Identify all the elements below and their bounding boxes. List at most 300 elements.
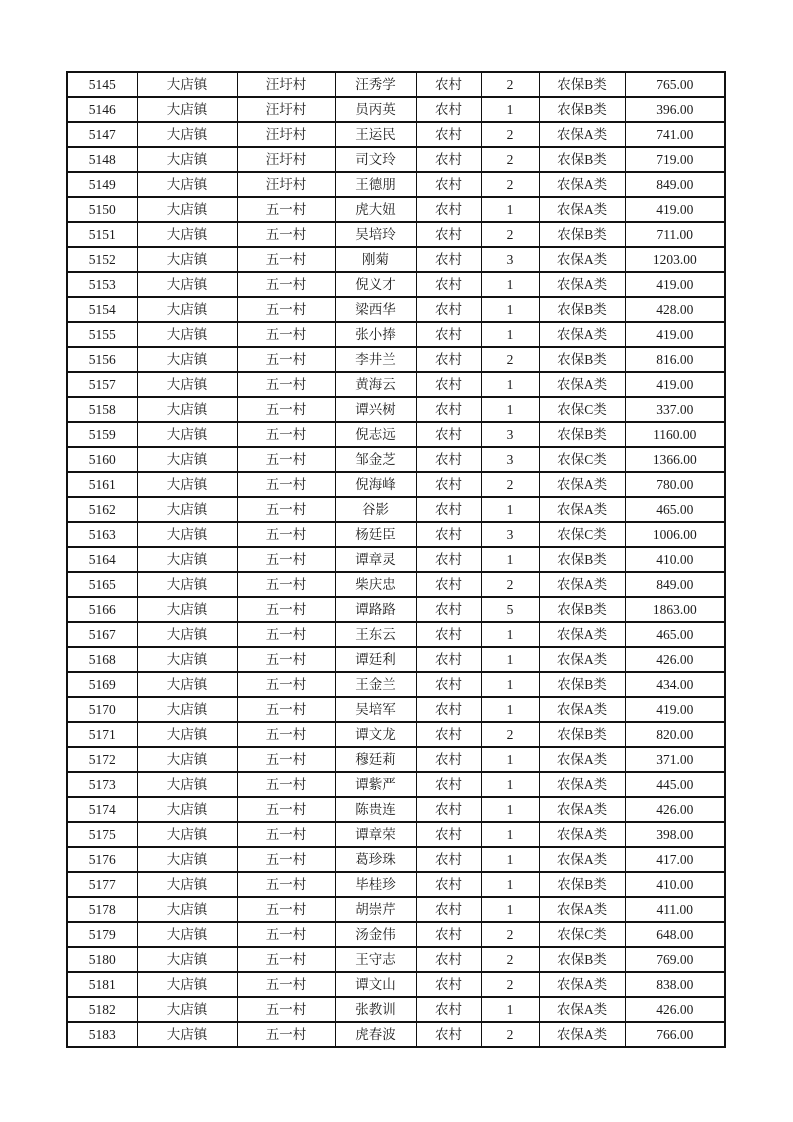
cell-headcount: 2 (481, 347, 539, 372)
cell-insurance-type: 农保A类 (539, 372, 625, 397)
cell-insurance-type: 农保B类 (539, 947, 625, 972)
cell-row-id: 5160 (67, 447, 137, 472)
cell-row-id: 5174 (67, 797, 137, 822)
cell-headcount: 1 (481, 847, 539, 872)
cell-person-name: 谭紫严 (335, 772, 416, 797)
cell-insurance-type: 农保A类 (539, 172, 625, 197)
cell-headcount: 2 (481, 1022, 539, 1047)
cell-village: 五一村 (237, 322, 335, 347)
cell-insurance-type: 农保B类 (539, 347, 625, 372)
cell-row-id: 5181 (67, 972, 137, 997)
cell-person-name: 张小捧 (335, 322, 416, 347)
cell-person-name: 谭兴树 (335, 397, 416, 422)
cell-category: 农村 (416, 947, 481, 972)
cell-insurance-type: 农保A类 (539, 497, 625, 522)
cell-village: 五一村 (237, 247, 335, 272)
cell-person-name: 王守志 (335, 947, 416, 972)
table-row (67, 822, 725, 847)
cell-person-name: 谭廷利 (335, 647, 416, 672)
cell-village: 五一村 (237, 822, 335, 847)
cell-person-name: 司文玲 (335, 147, 416, 172)
cell-row-id: 5146 (67, 97, 137, 122)
cell-category: 农村 (416, 847, 481, 872)
cell-insurance-type: 农保B类 (539, 597, 625, 622)
cell-category: 农村 (416, 372, 481, 397)
cell-insurance-type: 农保A类 (539, 322, 625, 347)
cell-village: 五一村 (237, 972, 335, 997)
cell-amount: 849.00 (625, 172, 725, 197)
cell-village: 五一村 (237, 797, 335, 822)
cell-category: 农村 (416, 922, 481, 947)
cell-amount: 849.00 (625, 572, 725, 597)
table-row (67, 997, 725, 1022)
cell-row-id: 5167 (67, 622, 137, 647)
cell-town: 大店镇 (137, 447, 237, 472)
cell-category: 农村 (416, 197, 481, 222)
cell-amount: 1366.00 (625, 447, 725, 472)
cell-person-name: 陈贵连 (335, 797, 416, 822)
cell-row-id: 5161 (67, 472, 137, 497)
table-row (67, 747, 725, 772)
table-row (67, 272, 725, 297)
cell-insurance-type: 农保B类 (539, 147, 625, 172)
cell-town: 大店镇 (137, 472, 237, 497)
cell-row-id: 5162 (67, 497, 137, 522)
cell-person-name: 倪海峰 (335, 472, 416, 497)
cell-town: 大店镇 (137, 147, 237, 172)
cell-insurance-type: 农保A类 (539, 897, 625, 922)
cell-person-name: 虎大妞 (335, 197, 416, 222)
cell-category: 农村 (416, 72, 481, 97)
cell-village: 五一村 (237, 447, 335, 472)
cell-amount: 419.00 (625, 372, 725, 397)
cell-person-name: 张教训 (335, 997, 416, 1022)
cell-amount: 820.00 (625, 722, 725, 747)
cell-insurance-type: 农保A类 (539, 272, 625, 297)
table-row (67, 1022, 725, 1047)
cell-insurance-type: 农保A类 (539, 847, 625, 872)
table-row (67, 72, 725, 97)
cell-row-id: 5166 (67, 597, 137, 622)
cell-village: 汪圩村 (237, 147, 335, 172)
cell-village: 汪圩村 (237, 122, 335, 147)
cell-amount: 428.00 (625, 297, 725, 322)
cell-row-id: 5165 (67, 572, 137, 597)
cell-village: 五一村 (237, 197, 335, 222)
cell-insurance-type: 农保A类 (539, 197, 625, 222)
table-row (67, 522, 725, 547)
cell-village: 汪圩村 (237, 172, 335, 197)
cell-category: 农村 (416, 997, 481, 1022)
cell-amount: 1203.00 (625, 247, 725, 272)
cell-category: 农村 (416, 272, 481, 297)
cell-headcount: 2 (481, 472, 539, 497)
cell-insurance-type: 农保B类 (539, 97, 625, 122)
cell-village: 五一村 (237, 222, 335, 247)
cell-person-name: 虎春波 (335, 1022, 416, 1047)
cell-headcount: 1 (481, 797, 539, 822)
cell-town: 大店镇 (137, 422, 237, 447)
cell-category: 农村 (416, 647, 481, 672)
cell-town: 大店镇 (137, 297, 237, 322)
cell-village: 汪圩村 (237, 97, 335, 122)
cell-headcount: 1 (481, 672, 539, 697)
cell-row-id: 5163 (67, 522, 137, 547)
cell-category: 农村 (416, 897, 481, 922)
cell-village: 五一村 (237, 622, 335, 647)
table-row (67, 247, 725, 272)
cell-headcount: 1 (481, 772, 539, 797)
cell-village: 五一村 (237, 947, 335, 972)
cell-insurance-type: 农保B类 (539, 547, 625, 572)
cell-person-name: 谭文龙 (335, 722, 416, 747)
cell-headcount: 2 (481, 572, 539, 597)
cell-amount: 426.00 (625, 797, 725, 822)
cell-headcount: 3 (481, 247, 539, 272)
cell-row-id: 5148 (67, 147, 137, 172)
cell-row-id: 5150 (67, 197, 137, 222)
table-row (67, 397, 725, 422)
cell-category: 农村 (416, 822, 481, 847)
cell-insurance-type: 农保B类 (539, 72, 625, 97)
cell-village: 五一村 (237, 847, 335, 872)
cell-row-id: 5170 (67, 697, 137, 722)
cell-person-name: 杨廷臣 (335, 522, 416, 547)
cell-row-id: 5159 (67, 422, 137, 447)
cell-headcount: 2 (481, 147, 539, 172)
cell-headcount: 2 (481, 72, 539, 97)
cell-row-id: 5172 (67, 747, 137, 772)
cell-insurance-type: 农保A类 (539, 1022, 625, 1047)
cell-row-id: 5156 (67, 347, 137, 372)
cell-category: 农村 (416, 147, 481, 172)
cell-category: 农村 (416, 747, 481, 772)
cell-village: 五一村 (237, 747, 335, 772)
cell-town: 大店镇 (137, 797, 237, 822)
cell-row-id: 5173 (67, 772, 137, 797)
cell-headcount: 1 (481, 822, 539, 847)
cell-insurance-type: 农保A类 (539, 772, 625, 797)
table-row (67, 322, 725, 347)
cell-person-name: 黄海云 (335, 372, 416, 397)
table-row (67, 797, 725, 822)
cell-amount: 396.00 (625, 97, 725, 122)
cell-headcount: 1 (481, 97, 539, 122)
cell-category: 农村 (416, 497, 481, 522)
cell-amount: 465.00 (625, 622, 725, 647)
cell-town: 大店镇 (137, 397, 237, 422)
table-row (67, 697, 725, 722)
table-row (67, 297, 725, 322)
cell-town: 大店镇 (137, 347, 237, 372)
cell-town: 大店镇 (137, 872, 237, 897)
cell-village: 五一村 (237, 397, 335, 422)
cell-person-name: 谭文山 (335, 972, 416, 997)
cell-row-id: 5151 (67, 222, 137, 247)
cell-row-id: 5158 (67, 397, 137, 422)
cell-row-id: 5168 (67, 647, 137, 672)
cell-insurance-type: 农保A类 (539, 122, 625, 147)
cell-category: 农村 (416, 422, 481, 447)
cell-town: 大店镇 (137, 747, 237, 772)
cell-category: 农村 (416, 322, 481, 347)
cell-insurance-type: 农保C类 (539, 522, 625, 547)
cell-amount: 426.00 (625, 647, 725, 672)
table-row (67, 147, 725, 172)
cell-headcount: 1 (481, 497, 539, 522)
cell-insurance-type: 农保B类 (539, 672, 625, 697)
cell-person-name: 汤金伟 (335, 922, 416, 947)
cell-insurance-type: 农保C类 (539, 922, 625, 947)
cell-category: 农村 (416, 722, 481, 747)
cell-amount: 838.00 (625, 972, 725, 997)
table-row (67, 547, 725, 572)
cell-amount: 434.00 (625, 672, 725, 697)
table-row (67, 197, 725, 222)
table-row (67, 372, 725, 397)
cell-village: 五一村 (237, 522, 335, 547)
table-row (67, 422, 725, 447)
cell-row-id: 5164 (67, 547, 137, 572)
cell-town: 大店镇 (137, 947, 237, 972)
cell-amount: 371.00 (625, 747, 725, 772)
cell-person-name: 吴培军 (335, 697, 416, 722)
cell-headcount: 3 (481, 522, 539, 547)
table-row (67, 497, 725, 522)
cell-village: 五一村 (237, 922, 335, 947)
cell-town: 大店镇 (137, 722, 237, 747)
cell-headcount: 1 (481, 647, 539, 672)
cell-amount: 419.00 (625, 272, 725, 297)
cell-headcount: 1 (481, 297, 539, 322)
cell-insurance-type: 农保A类 (539, 697, 625, 722)
cell-town: 大店镇 (137, 72, 237, 97)
cell-amount: 711.00 (625, 222, 725, 247)
table-row (67, 722, 725, 747)
cell-person-name: 柴庆忠 (335, 572, 416, 597)
cell-person-name: 胡崇芹 (335, 897, 416, 922)
cell-town: 大店镇 (137, 772, 237, 797)
cell-town: 大店镇 (137, 322, 237, 347)
cell-insurance-type: 农保A类 (539, 747, 625, 772)
cell-headcount: 1 (481, 622, 539, 647)
cell-category: 农村 (416, 172, 481, 197)
cell-amount: 419.00 (625, 697, 725, 722)
table-row (67, 872, 725, 897)
cell-category: 农村 (416, 697, 481, 722)
cell-town: 大店镇 (137, 172, 237, 197)
cell-insurance-type: 农保A类 (539, 247, 625, 272)
cell-row-id: 5179 (67, 922, 137, 947)
cell-town: 大店镇 (137, 822, 237, 847)
cell-village: 五一村 (237, 1022, 335, 1047)
cell-person-name: 谭章荣 (335, 822, 416, 847)
table-row (67, 647, 725, 672)
cell-town: 大店镇 (137, 497, 237, 522)
cell-row-id: 5180 (67, 947, 137, 972)
cell-category: 农村 (416, 672, 481, 697)
cell-category: 农村 (416, 297, 481, 322)
cell-row-id: 5182 (67, 997, 137, 1022)
cell-amount: 410.00 (625, 547, 725, 572)
cell-town: 大店镇 (137, 222, 237, 247)
cell-village: 五一村 (237, 297, 335, 322)
cell-row-id: 5155 (67, 322, 137, 347)
cell-insurance-type: 农保C类 (539, 397, 625, 422)
cell-town: 大店镇 (137, 97, 237, 122)
cell-insurance-type: 农保B类 (539, 872, 625, 897)
cell-category: 农村 (416, 522, 481, 547)
cell-row-id: 5153 (67, 272, 137, 297)
cell-insurance-type: 农保B类 (539, 722, 625, 747)
cell-row-id: 5183 (67, 1022, 137, 1047)
table-row (67, 847, 725, 872)
table-row (67, 672, 725, 697)
cell-person-name: 毕桂珍 (335, 872, 416, 897)
cell-village: 五一村 (237, 497, 335, 522)
table-row (67, 597, 725, 622)
cell-amount: 648.00 (625, 922, 725, 947)
cell-category: 农村 (416, 397, 481, 422)
cell-headcount: 2 (481, 722, 539, 747)
cell-person-name: 李井兰 (335, 347, 416, 372)
cell-amount: 1160.00 (625, 422, 725, 447)
cell-headcount: 1 (481, 272, 539, 297)
cell-row-id: 5178 (67, 897, 137, 922)
cell-person-name: 谭章灵 (335, 547, 416, 572)
cell-row-id: 5157 (67, 372, 137, 397)
cell-village: 汪圩村 (237, 72, 335, 97)
cell-amount: 337.00 (625, 397, 725, 422)
cell-village: 五一村 (237, 272, 335, 297)
cell-row-id: 5177 (67, 872, 137, 897)
cell-amount: 419.00 (625, 197, 725, 222)
cell-person-name: 葛珍珠 (335, 847, 416, 872)
cell-row-id: 5152 (67, 247, 137, 272)
cell-town: 大店镇 (137, 247, 237, 272)
cell-person-name: 王金兰 (335, 672, 416, 697)
table-row (67, 122, 725, 147)
cell-amount: 445.00 (625, 772, 725, 797)
cell-town: 大店镇 (137, 922, 237, 947)
cell-amount: 398.00 (625, 822, 725, 847)
table-row (67, 347, 725, 372)
table-row (67, 897, 725, 922)
cell-village: 五一村 (237, 697, 335, 722)
cell-person-name: 谷影 (335, 497, 416, 522)
cell-town: 大店镇 (137, 522, 237, 547)
cell-person-name: 吴培玲 (335, 222, 416, 247)
table-row (67, 447, 725, 472)
cell-headcount: 2 (481, 922, 539, 947)
cell-insurance-type: 农保A类 (539, 797, 625, 822)
cell-amount: 765.00 (625, 72, 725, 97)
cell-amount: 410.00 (625, 872, 725, 897)
cell-town: 大店镇 (137, 647, 237, 672)
cell-amount: 417.00 (625, 847, 725, 872)
cell-amount: 780.00 (625, 472, 725, 497)
cell-village: 五一村 (237, 997, 335, 1022)
cell-village: 五一村 (237, 672, 335, 697)
cell-village: 五一村 (237, 572, 335, 597)
cell-town: 大店镇 (137, 597, 237, 622)
cell-headcount: 1 (481, 372, 539, 397)
cell-headcount: 1 (481, 547, 539, 572)
cell-category: 农村 (416, 772, 481, 797)
table-row (67, 222, 725, 247)
cell-amount: 719.00 (625, 147, 725, 172)
table-row (67, 622, 725, 647)
cell-category: 农村 (416, 622, 481, 647)
cell-headcount: 3 (481, 447, 539, 472)
cell-village: 五一村 (237, 372, 335, 397)
table-body (67, 72, 725, 1047)
cell-amount: 1863.00 (625, 597, 725, 622)
cell-person-name: 谭路路 (335, 597, 416, 622)
cell-amount: 816.00 (625, 347, 725, 372)
cell-headcount: 1 (481, 872, 539, 897)
cell-amount: 419.00 (625, 322, 725, 347)
cell-headcount: 1 (481, 697, 539, 722)
cell-headcount: 1 (481, 322, 539, 347)
cell-person-name: 倪志远 (335, 422, 416, 447)
cell-village: 五一村 (237, 897, 335, 922)
cell-town: 大店镇 (137, 697, 237, 722)
cell-village: 五一村 (237, 772, 335, 797)
cell-person-name: 穆廷莉 (335, 747, 416, 772)
cell-person-name: 王德朋 (335, 172, 416, 197)
table-row (67, 472, 725, 497)
cell-category: 农村 (416, 222, 481, 247)
table-row (67, 172, 725, 197)
cell-amount: 741.00 (625, 122, 725, 147)
cell-person-name: 刚菊 (335, 247, 416, 272)
cell-village: 五一村 (237, 647, 335, 672)
cell-town: 大店镇 (137, 197, 237, 222)
cell-amount: 411.00 (625, 897, 725, 922)
cell-person-name: 王东云 (335, 622, 416, 647)
cell-insurance-type: 农保A类 (539, 647, 625, 672)
cell-insurance-type: 农保B类 (539, 297, 625, 322)
cell-row-id: 5147 (67, 122, 137, 147)
table-row (67, 922, 725, 947)
cell-village: 五一村 (237, 597, 335, 622)
cell-amount: 766.00 (625, 1022, 725, 1047)
cell-insurance-type: 农保B类 (539, 222, 625, 247)
cell-category: 农村 (416, 797, 481, 822)
cell-person-name: 王运民 (335, 122, 416, 147)
cell-headcount: 1 (481, 997, 539, 1022)
cell-village: 五一村 (237, 422, 335, 447)
cell-insurance-type: 农保A类 (539, 997, 625, 1022)
cell-category: 农村 (416, 472, 481, 497)
cell-town: 大店镇 (137, 272, 237, 297)
cell-category: 农村 (416, 247, 481, 272)
cell-town: 大店镇 (137, 972, 237, 997)
cell-town: 大店镇 (137, 572, 237, 597)
cell-headcount: 2 (481, 122, 539, 147)
cell-amount: 426.00 (625, 997, 725, 1022)
cell-town: 大店镇 (137, 622, 237, 647)
cell-headcount: 1 (481, 197, 539, 222)
cell-insurance-type: 农保C类 (539, 447, 625, 472)
cell-village: 五一村 (237, 472, 335, 497)
cell-row-id: 5154 (67, 297, 137, 322)
cell-town: 大店镇 (137, 672, 237, 697)
cell-headcount: 1 (481, 747, 539, 772)
cell-person-name: 汪秀学 (335, 72, 416, 97)
cell-person-name: 员丙英 (335, 97, 416, 122)
